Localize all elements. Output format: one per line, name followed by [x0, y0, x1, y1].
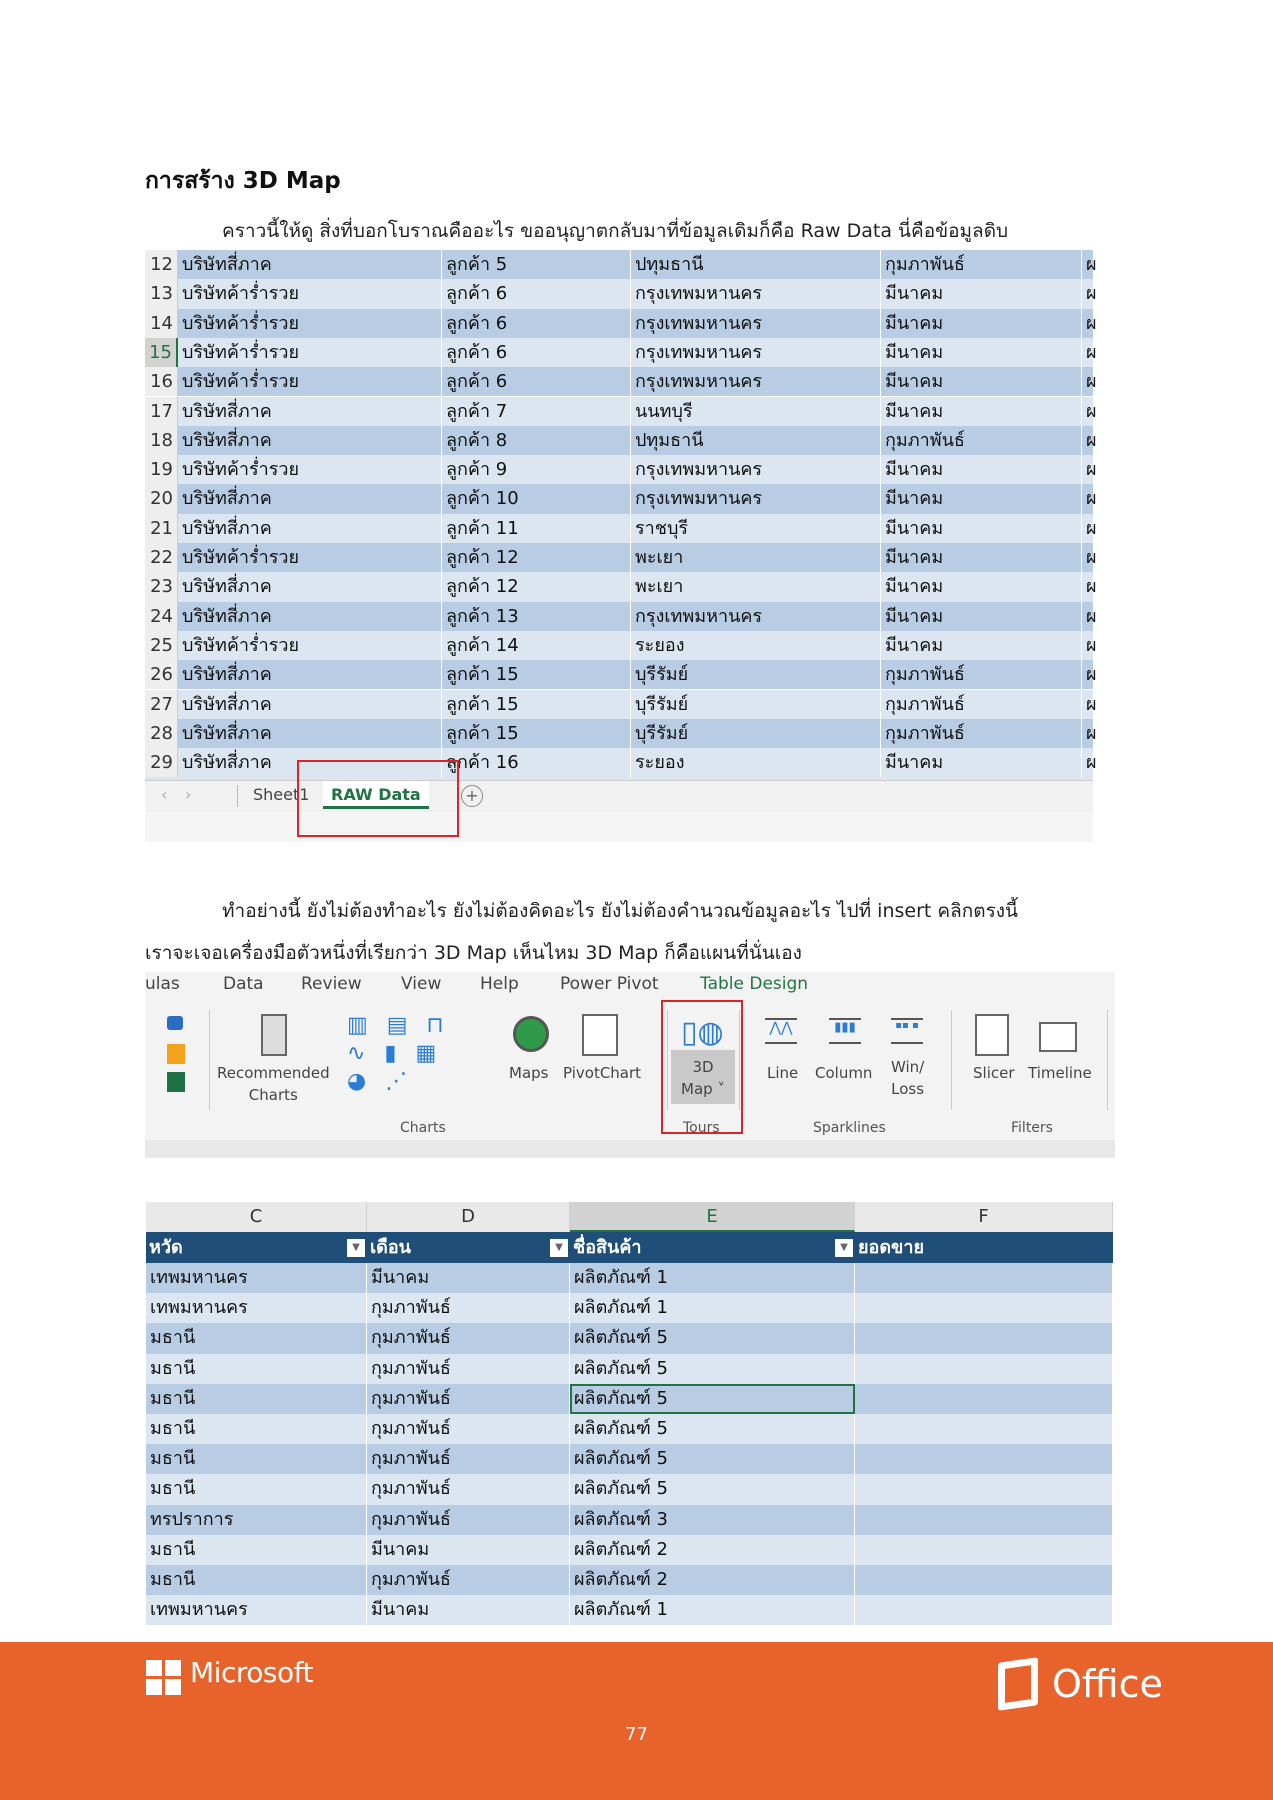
add-sheet-button[interactable]: +: [461, 785, 483, 807]
table-cell[interactable]: มธานี: [146, 1354, 367, 1384]
filter-dropdown-icon[interactable]: ▼: [835, 1239, 853, 1257]
recommended-charts-button[interactable]: Recommended Charts: [217, 1064, 330, 1104]
table-row: [146, 1565, 1113, 1595]
table-cell[interactable]: ผ: [1082, 367, 1102, 396]
tab-table-design[interactable]: Table Design: [700, 974, 809, 994]
table-cell[interactable]: เทพมหานคร: [146, 1263, 367, 1293]
timeline-icon: [1039, 1022, 1077, 1052]
highlight-box: [661, 1000, 743, 1134]
table-cell[interactable]: มีนาคม: [367, 1595, 570, 1625]
table-cell[interactable]: ผ: [1082, 543, 1102, 572]
table-cell[interactable]: บุรีรัมย์: [631, 660, 881, 689]
table-cell[interactable]: ผลิตภัณฑ์ 3: [570, 1505, 855, 1535]
table-cell[interactable]: มีนาคม: [881, 338, 1082, 367]
table-cell[interactable]: มีนาคม: [881, 367, 1082, 396]
sparkline-column-icon: ▮▮▮: [829, 1018, 861, 1044]
microsoft-logo-icon: [146, 1660, 181, 1695]
table-cell[interactable]: ผ: [1082, 397, 1102, 426]
tab-data[interactable]: Data: [223, 974, 264, 994]
table-cell[interactable]: กรุงเทพมหานคร: [631, 484, 881, 513]
table-cell[interactable]: เทพมหานคร: [146, 1595, 367, 1625]
table-header-cell: [146, 1232, 367, 1263]
table-row: [145, 367, 1097, 396]
office-logo-icon: [998, 1657, 1038, 1711]
table-cell[interactable]: ผ: [1082, 455, 1102, 484]
table-row: [146, 1354, 1113, 1384]
table-cell[interactable]: บริษัทค้าร่ำรวย: [178, 543, 442, 572]
table-cell[interactable]: ผ: [1082, 309, 1102, 338]
table-cell[interactable]: มีนาคม: [881, 514, 1082, 543]
table-cell[interactable]: กรุงเทพมหานคร: [631, 338, 881, 367]
row-number[interactable]: 17: [145, 397, 178, 426]
sales-table-screenshot: [146, 1202, 1113, 1623]
filter-dropdown-icon[interactable]: ▼: [550, 1239, 568, 1257]
row-number[interactable]: 21: [145, 514, 178, 543]
sparkline-winloss-button[interactable]: Win/ Loss: [891, 1058, 925, 1098]
table-cell[interactable]: มธานี: [146, 1474, 367, 1504]
maps-button[interactable]: Maps: [509, 1064, 549, 1082]
table-cell[interactable]: ลูกค้า 6: [442, 367, 631, 396]
raw-data-sheet-screenshot: [145, 250, 1097, 842]
row-number[interactable]: 26: [145, 660, 178, 689]
table-cell[interactable]: มีนาคม: [881, 397, 1082, 426]
tab-help[interactable]: Help: [480, 974, 519, 994]
scroll-left-icon[interactable]: ‹: [161, 785, 168, 804]
row-number[interactable]: 27: [145, 690, 178, 719]
table-cell[interactable]: บริษัทสี่ภาค: [178, 426, 442, 455]
table-cell[interactable]: ผ: [1082, 748, 1102, 777]
table-cell[interactable]: กุมภาพันธ์: [881, 250, 1082, 279]
table-cell[interactable]: มีนาคม: [881, 309, 1082, 338]
table-cell[interactable]: บริษัทค้าร่ำรวย: [178, 455, 442, 484]
table-cell[interactable]: กุมภาพันธ์: [367, 1384, 570, 1414]
table-cell[interactable]: [855, 1293, 1113, 1323]
3d-map-button[interactable]: 3D Map ˅: [681, 1058, 725, 1098]
table-row: [146, 1323, 1113, 1353]
table-cell[interactable]: ผ: [1082, 602, 1102, 631]
table-cell[interactable]: กรุงเทพมหานคร: [631, 455, 881, 484]
table-cell[interactable]: กุมภาพันธ์: [881, 426, 1082, 455]
table-row: [146, 1293, 1113, 1323]
table-row: [145, 455, 1097, 484]
table-cell[interactable]: ผ: [1082, 426, 1102, 455]
table-cell[interactable]: ลูกค้า 12: [442, 543, 631, 572]
table-cell[interactable]: บริษัทสี่ภาค: [178, 660, 442, 689]
table-cell[interactable]: กุมภาพันธ์: [367, 1414, 570, 1444]
table-cell[interactable]: มีนาคม: [881, 602, 1082, 631]
header-label: หวัด: [149, 1237, 183, 1258]
table-cell[interactable]: มธานี: [146, 1414, 367, 1444]
table-cell[interactable]: กุมภาพันธ์: [367, 1505, 570, 1535]
table-row: [145, 309, 1097, 338]
table-cell[interactable]: มีนาคม: [881, 748, 1082, 777]
table-cell[interactable]: ระยอง: [631, 748, 881, 777]
table-cell[interactable]: ผลิตภัณฑ์ 2: [570, 1565, 855, 1595]
table-cell[interactable]: บริษัทค้าร่ำรวย: [178, 279, 442, 308]
table-cell[interactable]: พะเยา: [631, 543, 881, 572]
sheet-tab-raw-data[interactable]: RAW Data: [323, 781, 429, 809]
table-cell[interactable]: ผ: [1082, 572, 1102, 601]
header-label: ชื่อสินค้า: [573, 1237, 642, 1258]
header-label: เดือน: [370, 1237, 411, 1258]
paragraph: คราวนี้ให้ดู สิ่งที่บอกโบราณคืออะไร ขออนุญาตกลับมาที่ข้อมูลเดิมก็คือ Raw Data นี่คือข้อมูลดิบ: [222, 220, 1009, 242]
timeline-button[interactable]: Timeline: [1028, 1064, 1092, 1082]
table-cell[interactable]: ผลิตภัณฑ์ 1: [570, 1263, 855, 1293]
table-cell[interactable]: กุมภาพันธ์: [367, 1474, 570, 1504]
sparkline-line-button[interactable]: Line: [767, 1064, 799, 1082]
table-row: [146, 1384, 1113, 1414]
group-label: Charts: [400, 1120, 446, 1136]
table-cell[interactable]: ผ: [1082, 719, 1102, 748]
table-row: [145, 250, 1097, 279]
table-cell[interactable]: [855, 1414, 1113, 1444]
filter-dropdown-icon[interactable]: ▼: [347, 1239, 365, 1257]
table-cell[interactable]: กุมภาพันธ์: [881, 690, 1082, 719]
table-cell[interactable]: ผ: [1082, 250, 1102, 279]
table-cell[interactable]: ผ: [1082, 660, 1102, 689]
sparkline-column-button[interactable]: Column: [815, 1064, 873, 1082]
table-cell[interactable]: ผ: [1082, 338, 1102, 367]
highlight-box: [297, 760, 459, 837]
table-cell[interactable]: [855, 1474, 1113, 1504]
sparkline-line-icon: ⋀⋀: [765, 1018, 797, 1044]
table-cell[interactable]: ลูกค้า 5: [442, 250, 631, 279]
table-row: [146, 1535, 1113, 1565]
table-cell[interactable]: ลูกค้า 9: [442, 455, 631, 484]
table-cell[interactable]: กรุงเทพมหานคร: [631, 367, 881, 396]
table-cell[interactable]: มธานี: [146, 1384, 367, 1414]
table-cell[interactable]: ลูกค้า 15: [442, 719, 631, 748]
tab-power-pivot[interactable]: Power Pivot: [560, 974, 659, 994]
slicer-button[interactable]: Slicer: [973, 1064, 1015, 1082]
table-cell[interactable]: บริษัทสี่ภาค: [178, 250, 442, 279]
table-row: [146, 1263, 1113, 1293]
table-cell[interactable]: [855, 1384, 1113, 1414]
table-row: [145, 719, 1097, 748]
table-cell[interactable]: [855, 1354, 1113, 1384]
bing-icon[interactable]: [167, 1044, 185, 1064]
table-cell[interactable]: [855, 1323, 1113, 1353]
pivotchart-icon: [582, 1014, 618, 1056]
table-cell[interactable]: บริษัทค้าร่ำรวย: [178, 367, 442, 396]
insert-ribbon: [145, 972, 1115, 1158]
table-cell[interactable]: ผ: [1082, 631, 1102, 660]
3d-map-icon: ▯◍: [681, 1015, 724, 1050]
table-cell[interactable]: มธานี: [146, 1535, 367, 1565]
row-number[interactable]: 28: [145, 719, 178, 748]
table-cell[interactable]: ผ: [1082, 279, 1102, 308]
section-title: การสร้าง 3D Map: [145, 168, 341, 194]
slicer-icon: [975, 1014, 1009, 1056]
table-cell[interactable]: มีนาคม: [881, 484, 1082, 513]
column-header-f[interactable]: F: [855, 1202, 1113, 1232]
table-cell[interactable]: มีนาคม: [881, 543, 1082, 572]
table-cell[interactable]: ผลิตภัณฑ์ 5: [570, 1384, 855, 1414]
table-row: [145, 690, 1097, 719]
row-number[interactable]: 24: [145, 602, 178, 631]
table-cell[interactable]: บุรีรัมย์: [631, 690, 881, 719]
table-row: [145, 397, 1097, 426]
table-row: [145, 748, 1097, 777]
table-cell[interactable]: บริษัทค้าร่ำรวย: [178, 338, 442, 367]
row-number[interactable]: 29: [145, 748, 178, 777]
group-label: Filters: [1011, 1120, 1053, 1136]
table-row: [145, 602, 1097, 631]
table-row: [146, 1474, 1113, 1504]
table-row: [145, 543, 1097, 572]
table-cell[interactable]: บริษัทค้าร่ำรวย: [178, 309, 442, 338]
table-row: [145, 484, 1097, 513]
paragraph: ทำอย่างนี้ ยังไม่ต้องทำอะไร ยังไม่ต้องคิดอะไร ยังไม่ต้องคำนวณข้อมูลอะไร ไปที่ insert คลิกตรงนี้: [222, 900, 1019, 922]
row-number[interactable]: 15: [145, 338, 178, 367]
table-row: [145, 426, 1097, 455]
table-cell[interactable]: มีนาคม: [367, 1535, 570, 1565]
table-cell[interactable]: ลูกค้า 15: [442, 660, 631, 689]
table-cell[interactable]: กุมภาพันธ์: [881, 719, 1082, 748]
sheet-tab-bar: [145, 780, 1093, 812]
table-cell[interactable]: ลูกค้า 12: [442, 572, 631, 601]
row-number[interactable]: 13: [145, 279, 178, 308]
forms-icon[interactable]: [167, 1072, 185, 1092]
table-cell[interactable]: กรุงเทพมหานคร: [631, 279, 881, 308]
table-cell[interactable]: มีนาคม: [881, 631, 1082, 660]
table-cell[interactable]: ทรปราการ: [146, 1505, 367, 1535]
table-header-cell: [367, 1232, 570, 1263]
office-logo-text: Office: [1052, 1662, 1163, 1706]
table-cell[interactable]: กุมภาพันธ์: [881, 660, 1082, 689]
tab-review[interactable]: Review: [301, 974, 362, 994]
table-cell[interactable]: ผลิตภัณฑ์ 5: [570, 1354, 855, 1384]
table-cell[interactable]: ลูกค้า 11: [442, 514, 631, 543]
paragraph: เราจะเจอเครื่องมือตัวหนึ่งที่เรียกว่า 3D Map เห็นไหม 3D Map ก็คือแผนที่นั่นเอง: [145, 942, 802, 964]
table-row: [145, 631, 1097, 660]
table-cell[interactable]: ผลิตภัณฑ์ 5: [570, 1323, 855, 1353]
recommended-charts-icon: [261, 1014, 287, 1056]
table-cell[interactable]: มธานี: [146, 1444, 367, 1474]
group-label: Sparklines: [813, 1120, 886, 1136]
table-cell[interactable]: เทพมหานคร: [146, 1293, 367, 1323]
row-number[interactable]: 20: [145, 484, 178, 513]
table-cell[interactable]: มีนาคม: [881, 455, 1082, 484]
table-cell[interactable]: กุมภาพันธ์: [367, 1354, 570, 1384]
row-number[interactable]: 12: [145, 250, 178, 279]
table-row: [146, 1505, 1113, 1535]
table-row: [146, 1444, 1113, 1474]
table-row: [145, 572, 1097, 601]
table-cell[interactable]: [855, 1444, 1113, 1474]
table-cell[interactable]: [855, 1565, 1113, 1595]
table-cell[interactable]: ผลิตภัณฑ์ 5: [570, 1444, 855, 1474]
table-cell[interactable]: นนทบุรี: [631, 397, 881, 426]
table-cell[interactable]: [855, 1535, 1113, 1565]
table-row: [145, 514, 1097, 543]
table-cell[interactable]: มธานี: [146, 1323, 367, 1353]
table-cell[interactable]: มีนาคม: [881, 572, 1082, 601]
column-header-e[interactable]: E: [570, 1202, 855, 1232]
table-cell[interactable]: ผลิตภัณฑ์ 5: [570, 1414, 855, 1444]
table-cell[interactable]: ผลิตภัณฑ์ 2: [570, 1535, 855, 1565]
table-cell[interactable]: พะเยา: [631, 572, 881, 601]
table-cell[interactable]: มีนาคม: [881, 279, 1082, 308]
table-cell[interactable]: ผลิตภัณฑ์ 1: [570, 1293, 855, 1323]
table-cell[interactable]: กรุงเทพมหานคร: [631, 602, 881, 631]
table-cell[interactable]: ราชบุรี: [631, 514, 881, 543]
row-number[interactable]: 23: [145, 572, 178, 601]
row-number[interactable]: 18: [145, 426, 178, 455]
pivotchart-button[interactable]: PivotChart: [563, 1064, 642, 1082]
row-number[interactable]: 14: [145, 309, 178, 338]
table-cell[interactable]: มธานี: [146, 1565, 367, 1595]
table-cell[interactable]: ลูกค้า 8: [442, 426, 631, 455]
table-cell[interactable]: ลูกค้า 7: [442, 397, 631, 426]
table-cell[interactable]: บุรีรัมย์: [631, 719, 881, 748]
table-cell[interactable]: ลูกค้า 14: [442, 631, 631, 660]
table-cell[interactable]: ผ: [1082, 484, 1102, 513]
table-cell[interactable]: ปทุมธานี: [631, 250, 881, 279]
table-row: [145, 279, 1097, 308]
page-footer: [0, 1642, 1273, 1800]
column-header-c[interactable]: C: [146, 1202, 367, 1232]
table-cell[interactable]: ลูกค้า 15: [442, 690, 631, 719]
table-cell[interactable]: ลูกค้า 10: [442, 484, 631, 513]
tab-formulas[interactable]: ulas: [145, 974, 180, 994]
table-cell[interactable]: ลูกค้า 6: [442, 279, 631, 308]
table-cell[interactable]: [855, 1505, 1113, 1535]
scroll-right-icon[interactable]: ›: [185, 785, 192, 804]
table-cell[interactable]: กุมภาพันธ์: [367, 1323, 570, 1353]
maps-icon: [513, 1016, 549, 1052]
group-label: Tours: [683, 1120, 720, 1136]
microsoft-logo-text: Microsoft: [190, 1656, 313, 1689]
table-cell[interactable]: ผลิตภัณฑ์ 5: [570, 1474, 855, 1504]
table-cell[interactable]: ปทุมธานี: [631, 426, 881, 455]
table-cell[interactable]: บริษัทสี่ภาค: [178, 602, 442, 631]
table-row: [146, 1595, 1113, 1625]
table-cell[interactable]: ลูกค้า 13: [442, 602, 631, 631]
column-header-d[interactable]: D: [367, 1202, 570, 1232]
table-header-cell: [855, 1232, 1113, 1263]
table-cell[interactable]: ผ: [1082, 690, 1102, 719]
table-cell[interactable]: บริษัทค้าร่ำรวย: [178, 631, 442, 660]
sparkline-winloss-icon: ▪▪ ▪: [891, 1018, 923, 1044]
table-cell[interactable]: [855, 1595, 1113, 1625]
table-row: [145, 338, 1097, 367]
row-number[interactable]: 25: [145, 631, 178, 660]
row-number[interactable]: 22: [145, 543, 178, 572]
table-cell[interactable]: บริษัทสี่ภาค: [178, 572, 442, 601]
table-header-cell: [570, 1232, 855, 1263]
table-row: [145, 660, 1097, 689]
table-cell[interactable]: [855, 1263, 1113, 1293]
table-cell[interactable]: กุมภาพันธ์: [367, 1444, 570, 1474]
table-cell[interactable]: กุมภาพันธ์: [367, 1565, 570, 1595]
row-number[interactable]: 16: [145, 367, 178, 396]
table-cell[interactable]: ระยอง: [631, 631, 881, 660]
row-number[interactable]: 19: [145, 455, 178, 484]
table-cell[interactable]: ลูกค้า 6: [442, 338, 631, 367]
table-cell[interactable]: บริษัทสี่ภาค: [178, 514, 442, 543]
table-cell[interactable]: ลูกค้า 16: [442, 748, 631, 777]
table-cell[interactable]: ผ: [1082, 514, 1102, 543]
chart-types-icons[interactable]: ▥ ▤ ⊓ ∿ ▮ ▦ ◕ ⋰: [347, 1013, 450, 1094]
table-cell[interactable]: ผลิตภัณฑ์ 1: [570, 1595, 855, 1625]
table-cell[interactable]: มีนาคม: [367, 1263, 570, 1293]
table-cell[interactable]: บริษัทสี่ภาค: [178, 748, 442, 777]
visio-icon[interactable]: [167, 1016, 183, 1030]
header-label: ยอดขาย: [858, 1237, 925, 1258]
sheet-tab-sheet1[interactable]: Sheet1: [253, 785, 310, 804]
table-cell[interactable]: บริษัทสี่ภาค: [178, 719, 442, 748]
table-cell[interactable]: บริษัทสี่ภาค: [178, 397, 442, 426]
table-cell[interactable]: ลูกค้า 6: [442, 309, 631, 338]
page-number: 77: [625, 1724, 648, 1745]
table-cell[interactable]: กรุงเทพมหานคร: [631, 309, 881, 338]
table-cell[interactable]: กุมภาพันธ์: [367, 1293, 570, 1323]
table-row: [146, 1414, 1113, 1444]
table-cell[interactable]: บริษัทสี่ภาค: [178, 690, 442, 719]
table-cell[interactable]: บริษัทสี่ภาค: [178, 484, 442, 513]
tab-view[interactable]: View: [401, 974, 442, 994]
